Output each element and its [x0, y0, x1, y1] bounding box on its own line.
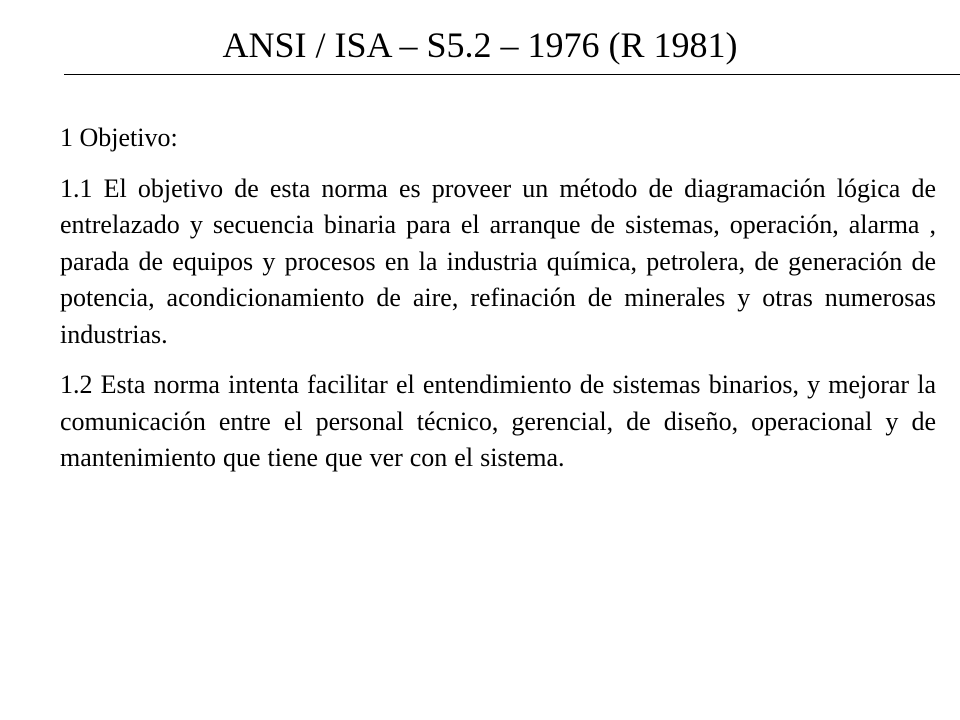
document-body — [60, 120, 936, 491]
title-divider — [64, 74, 960, 75]
page-title: ANSI / ISA – S5.2 – 1976 (R 1981) — [222, 25, 738, 65]
paragraph-1-2: 1.2 Esta norma intenta facilitar el entendimiento de sistemas binarios, y mejorar la comunicación entre el personal técnico, gerencial, de diseño, operacional y de mantenimiento que tiene que ver con el sistema. — [60, 370, 936, 472]
paragraph-1-1: 1.1 El objetivo de esta norma es proveer un método de diagramación lógica de entrelazado y secuencia binaria para el arranque de sistemas, operación, alarma , parada de equipos y procesos en la industria química, petrolera, de generación de potencia, acondicionamiento de aire, refinación de minerales y otras numerosas industrias. — [60, 173, 936, 349]
section-heading: 1 Objetivo: — [60, 123, 178, 152]
